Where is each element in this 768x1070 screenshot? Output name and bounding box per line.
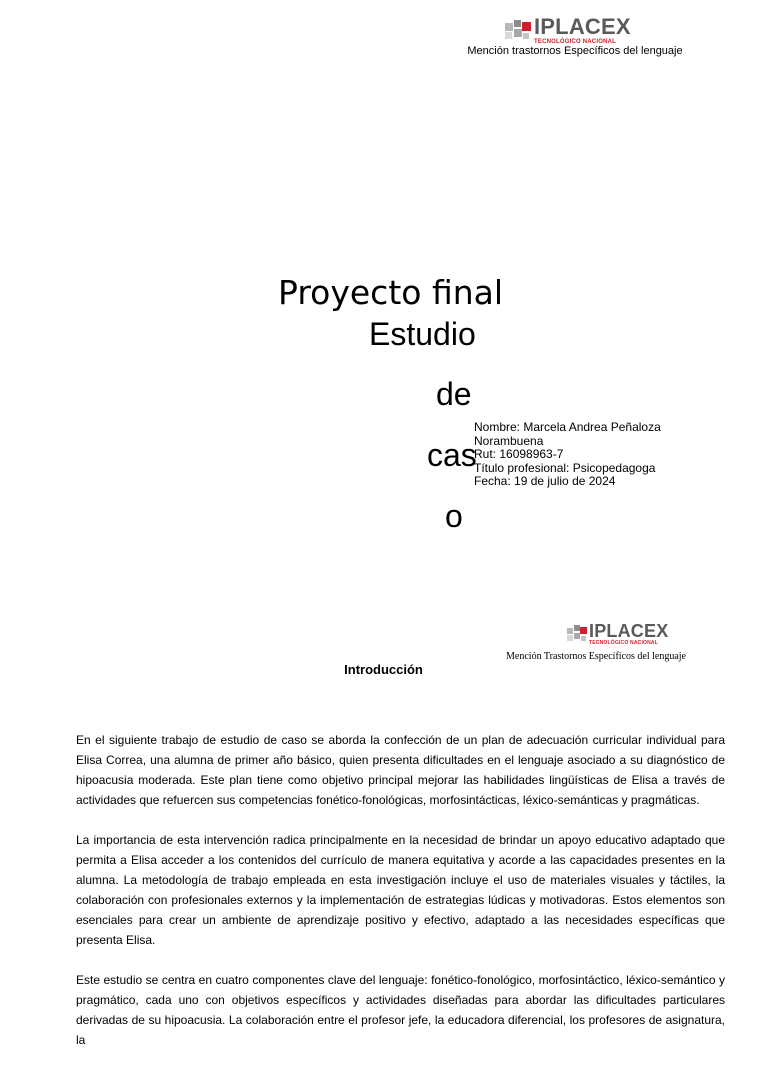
author-info — [474, 421, 674, 489]
cover-subtitle-line: cas — [427, 437, 477, 473]
iplacex-squares-icon — [567, 625, 587, 643]
cover-subtitle-line: Estudio — [369, 316, 476, 352]
body-paragraph: La importancia de esta intervención radica principalmente en la necesidad de brindar un apoyo educativo adaptado que permita a Elisa acceder a los contenidos del currículo de manera equitativa y acorde a las capacidades presentes en la alumna. La metodología de trabajo empleada en esta investigación incluye el uso de materiales visuales y táctiles, la colaboración con profesionales externos y la implementación de estrategias lúdicas y motivadoras. Estos elementos son esenciales para crear un ambiente de aprendizaje positivo y efectivo, adaptado a las necesidades específicas que presenta Elisa. — [76, 833, 725, 947]
program-mention: Mención Trastornos Específicos del lenguaje — [506, 651, 686, 662]
iplacex-squares-icon — [505, 20, 531, 42]
iplacex-logo-top — [505, 16, 631, 45]
intro-heading-text: Introducción — [344, 662, 423, 677]
author-date: Fecha: 19 de julio de 2024 — [474, 474, 616, 488]
author-name: Nombre: Marcela Andrea Peñaloza — [474, 420, 661, 434]
logo-tagline: TECNOLÓGICO NACIONAL — [589, 640, 658, 646]
author-rut: Rut: 16098963-7 — [474, 447, 564, 461]
program-mention: Mención trastornos Específicos del lenguaje — [467, 45, 683, 57]
body-paragraph: En el siguiente trabajo de estudio de caso se aborda la confección de un plan de adecuación curricular individual para Elisa Correa, una alumna de primer año básico, quien presenta dificultades en el lenguaje asociado a su diagnóstico de hipoacusia moderada. Este plan tiene como objetivo principal mejorar las habilidades lingüísticas de Elisa a través de actividades que refuercen sus competencias fonético-fonológicas, morfosintácticas, léxico-semánticas y pragmáticas. — [76, 733, 725, 807]
logo-tagline: TECNOLÓGICO NACIONAL — [534, 39, 616, 45]
author-surname: Norambuena — [474, 433, 544, 448]
iplacex-logo-second — [567, 622, 668, 646]
logo-wordmark: IPLACEX — [589, 621, 669, 641]
body-paragraph: Este estudio se centra en cuatro componentes clave del lenguaje: fonético-fonológico, morfosintáctico, léxico-semántico y pragmático, cada uno con objetivos específicos y actividades diseñadas para abordar las dificultades particulares derivadas de su hipoacusia. La colaboración entre el profesor jefe, la educadora diferencial, los profesores de asignatura, la — [76, 973, 725, 1047]
logo-wordmark: IPLACEX — [534, 14, 631, 39]
cover-subtitle-line: o — [445, 498, 463, 534]
intro-heading — [0, 662, 768, 677]
cover-title: Proyecto final — [278, 273, 504, 312]
cover-subtitle-line: de — [436, 376, 472, 412]
intro-body — [76, 730, 725, 1070]
author-title: Título profesional: Psicopedagoga — [474, 460, 656, 475]
